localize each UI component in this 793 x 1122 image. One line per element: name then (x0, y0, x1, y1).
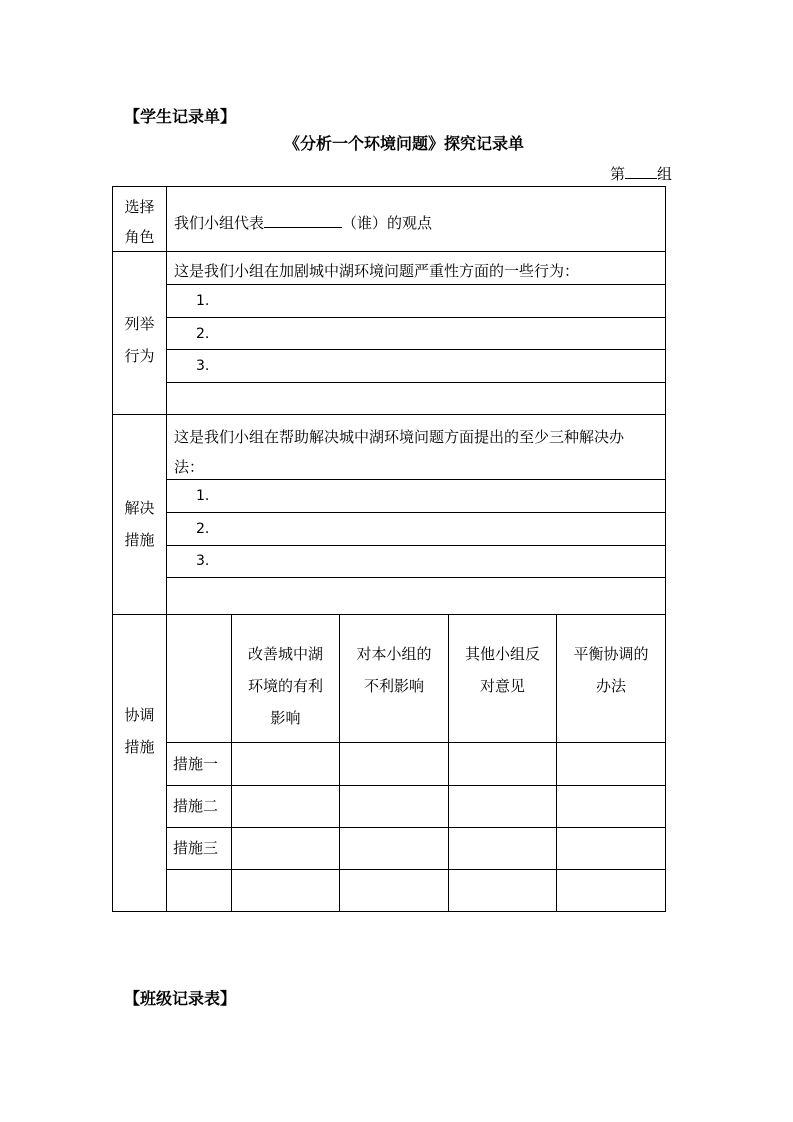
solve-line-2 (166, 512, 666, 513)
class-sheet-heading: 【班级记录表】 (124, 989, 237, 1008)
coord-label (113, 703, 166, 759)
coord-header-bottom (166, 742, 666, 743)
list-item-1[interactable]: 1. (196, 293, 210, 309)
role-label-line1: 选择 (124, 198, 155, 216)
coord-header-harm-line1: 对本小组的 (356, 645, 432, 663)
coord-header-balance (557, 638, 665, 702)
role-text-before: 我们小组代表 (174, 214, 265, 232)
solve-line-3 (166, 545, 666, 546)
solve-intro-line2: 法： (174, 458, 205, 476)
list-intro: 这是我们小组在加剧城中湖环境问题严重性方面的一些行为： (174, 262, 580, 280)
coord-header-benefit-line1: 改善城中湖 (247, 645, 323, 663)
role-label-line2: 角色 (124, 228, 155, 246)
solve-item-1[interactable]: 1. (196, 488, 210, 504)
solve-blank-row[interactable] (167, 578, 665, 614)
row-divider-solve (112, 614, 666, 615)
list-line-1 (166, 284, 666, 285)
coord-header-objection-line1: 其他小组反 (464, 645, 540, 663)
coord-header-harm-line2: 不利影响 (363, 677, 424, 695)
solve-intro-line1: 这是我们小组在帮助解决城中湖环境问题方面提出的至少三种解决办 (174, 428, 625, 446)
row-divider-role (112, 251, 666, 252)
solve-label-line1: 解决 (124, 499, 155, 517)
coord-header-balance-line1: 平衡协调的 (573, 645, 649, 663)
student-sheet-heading: 【学生记录单】 (124, 107, 237, 126)
measure-label-3: 措施三 (173, 839, 219, 857)
group-number-blank[interactable] (625, 163, 657, 179)
list-item-3[interactable]: 3. (196, 358, 210, 374)
group-prefix: 第 (610, 165, 626, 183)
group-suffix: 组 (657, 165, 673, 183)
solve-item-3[interactable]: 3. (196, 553, 210, 569)
group-number-line (610, 163, 672, 184)
coord-header-benefit-line2: 环境的有利 (247, 677, 323, 695)
table-border-bottom (112, 911, 666, 912)
coord-header-objection (449, 638, 556, 702)
record-sheet-title: 《分析一个环境问题》探究记录单 (284, 134, 525, 153)
list-blank-row[interactable] (167, 383, 665, 414)
table-border-top (112, 186, 666, 187)
coord-header-balance-line2: 办法 (595, 677, 626, 695)
measure-label-1: 措施一 (173, 755, 219, 773)
coord-header-benefit-line3: 影响 (270, 709, 301, 727)
coord-line-1 (166, 785, 666, 786)
list-label-line2: 行为 (124, 347, 155, 365)
solve-label (113, 496, 166, 552)
role-blank[interactable] (264, 212, 342, 228)
coord-header-objection-line2: 对意见 (479, 677, 525, 695)
label-column-divider (166, 186, 167, 912)
table-border-right (665, 186, 666, 912)
role-label (113, 195, 166, 249)
solve-line-1 (166, 479, 666, 480)
solve-item-2[interactable]: 2. (196, 521, 210, 537)
role-text-after: （谁）的观点 (342, 214, 433, 232)
coord-line-3 (166, 869, 666, 870)
coord-header-harm (340, 638, 448, 702)
list-label (113, 312, 166, 368)
coord-label-line2: 措施 (124, 738, 155, 756)
coord-line-2 (166, 827, 666, 828)
list-label-line1: 列举 (124, 315, 155, 333)
measure-label-2: 措施二 (173, 797, 219, 815)
role-statement (174, 211, 432, 235)
list-line-3 (166, 349, 666, 350)
row-divider-list (112, 414, 666, 415)
list-line-2 (166, 317, 666, 318)
coord-header-benefit (232, 638, 339, 734)
list-item-2[interactable]: 2. (196, 326, 210, 342)
solve-label-line2: 措施 (124, 531, 155, 549)
coord-label-line1: 协调 (124, 706, 155, 724)
